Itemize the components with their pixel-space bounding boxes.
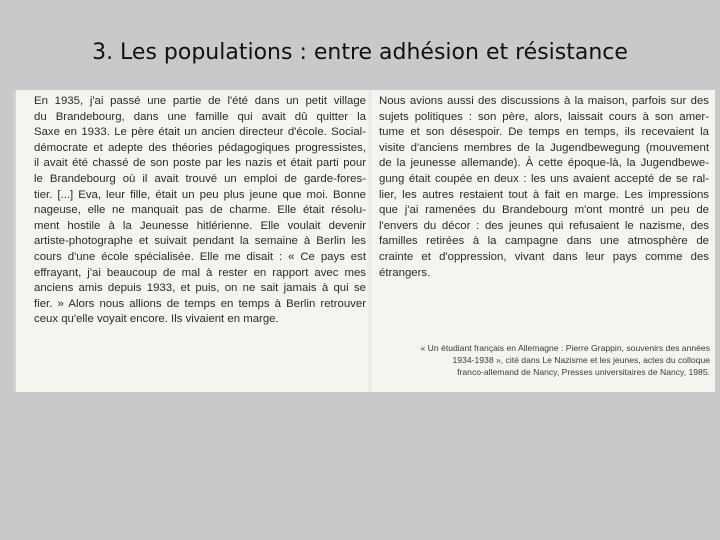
text-line: lier, les autres restaient tout à fait en marge. Les impressions (379, 188, 709, 201)
scanned-document-excerpt (13, 90, 715, 392)
citation-line: franco-allemand de Nancy, Presses universitaires de Nancy, 1985. (457, 367, 710, 377)
page-crease (368, 90, 372, 392)
text-line: du Brandebourg, dans une famille qui avait dû quitter la (34, 110, 366, 123)
text-line: sujets politiques : son père, alors, laissait cours à son amer- (379, 110, 709, 123)
text-line: nageuse, elle ne manquait pas de charme. Elle était résolu- (34, 204, 366, 217)
text-line: de la jeunesse allemande). À cette époque-là, la Jugendbewe- (379, 157, 709, 170)
left-text-column (34, 94, 366, 328)
text-line: l'envers du décor : des jeunes qui refusaient le nazisme, des (379, 219, 709, 232)
text-line: ment hostile à la Jeunesse hitlérienne. Elle voulait devenir (34, 219, 366, 232)
citation-line: « Un étudiant français en Allemagne : Pierre Grappin, souvenirs des années (420, 343, 710, 353)
text-line: gung était coupée en deux : les uns avaient accepté de se ral- (379, 172, 709, 185)
text-line: il avait été chassé de son poste par les nazis et était parti pour (34, 157, 366, 170)
text-line: visite d'anciens membres de la Jugendbewegung (mouvement (379, 141, 709, 154)
text-line: le Brandebourg où il avait trouvé un emploi de garde-fores- (34, 172, 366, 185)
text-line: En 1935, j'ai passé une partie de l'été dans un petit village (34, 95, 366, 107)
text-line: Saxe en 1933. Le père était un ancien directeur d'école. Social- (34, 126, 366, 139)
text-line: que j'ai ramenées du Brandebourg m'ont montré un peu de (379, 204, 709, 217)
text-line: cours d'une école spécialisée. Elle me disait : « Ce pays est (34, 250, 366, 263)
text-line: familles retirées à la campagne dans une atmosphère de (379, 235, 709, 248)
text-line: effrayant, j'ai beaucoup de mal à rester en rapport avec mes (34, 266, 366, 279)
text-line: Nous avions aussi des discussions à la maison, parfois sur des (379, 95, 709, 107)
text-line: étrangers. (379, 266, 431, 279)
source-citation (392, 342, 710, 378)
text-line: tume et son désespoir. De temps en temps, ils recevaient la (379, 126, 709, 139)
citation-line: 1934-1938 », cité dans Le Nazisme et les jeunes, actes du colloque (452, 355, 710, 365)
text-line: crainte et d'oppression, vivant dans leur pays comme des (379, 250, 709, 263)
text-line: ceux qu'elle voyait encore. Ils vivaient en marge. (34, 313, 279, 326)
text-line: artiste-photographe et suivait pendant la semaine à Berlin les (34, 235, 366, 248)
text-line: tier. [...] Eva, leur fille, était un peu plus jeune que moi. Bonne (34, 188, 366, 201)
slide-title: 3. Les populations : entre adhésion et résistance (92, 40, 628, 65)
right-text-column (379, 94, 709, 281)
text-line: démocrate et adepte des théories pédagogiques progressistes, (34, 141, 366, 154)
text-line: fier. » Alors nous allions de temps en temps à Berlin retrouver (34, 297, 366, 310)
text-line: anciens amis depuis 1933, et puis, on ne sait jamais à qui se (34, 282, 366, 295)
